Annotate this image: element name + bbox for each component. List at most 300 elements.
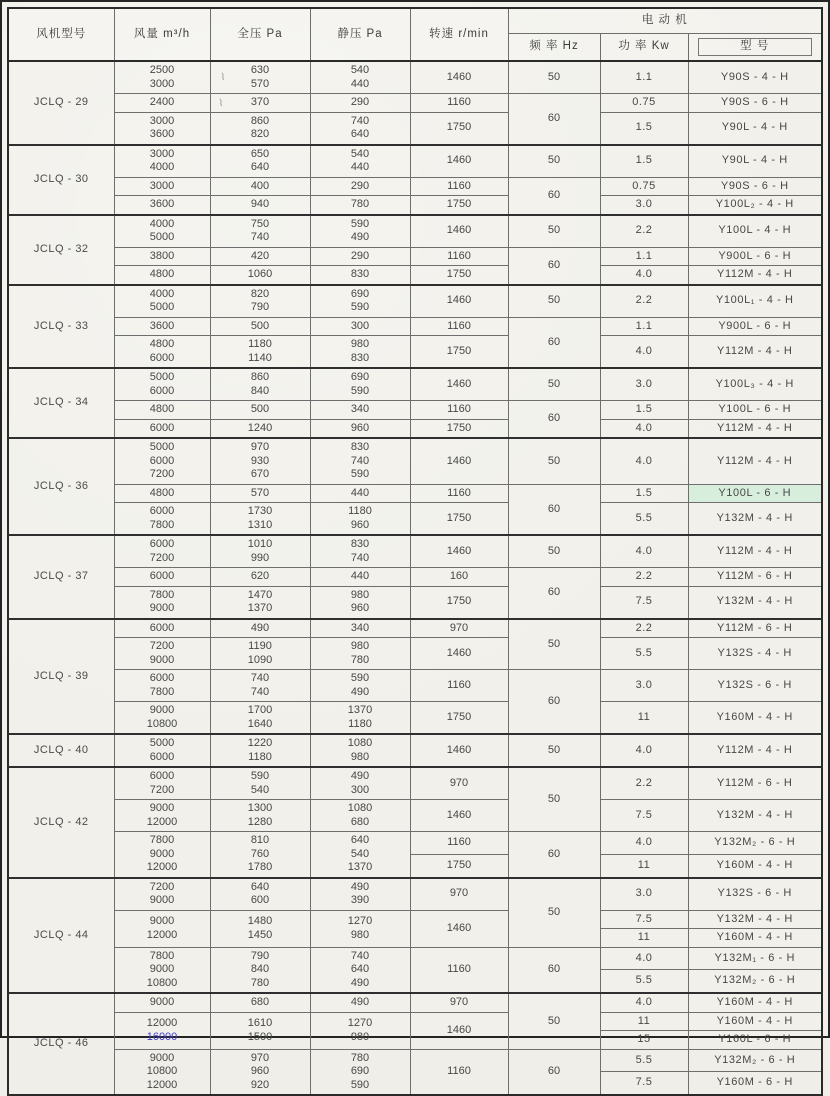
flow-cell: 9000 12000 [114,800,210,832]
motor-model-cell: Y100L - 6 - H [688,484,822,503]
power-cell: 1.5 [600,112,688,145]
flow-cell: 3000 3600 [114,112,210,145]
speed-cell: 1750 [410,336,508,369]
speed-cell: 1160 [410,177,508,196]
total-pressure-cell: 860 820 [210,112,310,145]
flow-cell: 9000 12000 [114,910,210,947]
power-cell: 5.5 [600,1049,688,1072]
motor-model-cell: Y160M - 4 - H [688,854,822,877]
motor-model-cell: Y100L - 4 - H [688,215,822,248]
speed-cell: 1750 [410,419,508,438]
total-pressure-cell: 750 740 [210,215,310,248]
total-pressure-cell: 500 [210,401,310,420]
table-row [8,619,822,638]
frequency-cell: 60 [508,832,600,878]
power-cell: 1.1 [600,317,688,336]
table-row [8,1012,822,1031]
total-pressure-cell: 1480 1450 [210,910,310,947]
power-cell: 11 [600,702,688,735]
frequency-cell: 50 [508,285,600,318]
flow-cell: 5000 6000 7200 [114,438,210,484]
flow-cell: 3600 [114,317,210,336]
frequency-cell: 60 [508,568,600,619]
power-cell: 1.5 [600,401,688,420]
speed-cell: 1460 [410,910,508,947]
power-cell: 2.2 [600,285,688,318]
speed-cell: 970 [410,619,508,638]
power-cell: 1.1 [600,61,688,94]
motor-model-cell: Y112M - 6 - H [688,767,822,800]
table-row [8,484,822,503]
motor-model-cell: Y112M - 4 - H [688,336,822,369]
frequency-cell: 60 [508,317,600,368]
static-pressure-cell: 290 [310,177,410,196]
spec-table-body [8,61,822,1095]
total-pressure-cell: 500 [210,317,310,336]
fan-model-cell: JCLQ - 37 [8,535,114,619]
header-flow: 风量 m³/h [114,8,210,61]
static-pressure-cell: 540 440 [310,61,410,94]
motor-model-cell: Y160M - 4 - H [688,993,822,1012]
motor-model-cell: Y160M - 4 - H [688,702,822,735]
speed-cell: 1750 [410,702,508,735]
speed-cell: 1160 [410,947,508,993]
total-pressure-cell: 1610 1500 [210,1012,310,1049]
table-row [8,568,822,587]
fan-model-cell: JCLQ - 36 [8,438,114,535]
table-row [8,800,822,832]
header-power: 功 率 Kw [600,34,688,62]
fan-spec-table [7,7,823,1096]
static-pressure-cell: 1080 980 [310,734,410,767]
motor-model-cell: Y100L₂ - 4 - H [688,196,822,215]
header-fan-model: 风机型号 [8,8,114,61]
power-cell: 4.0 [600,535,688,568]
frequency-cell: 60 [508,94,600,145]
static-pressure-cell: 340 [310,619,410,638]
static-pressure-cell: 690 590 [310,368,410,401]
static-pressure-cell: 540 440 [310,145,410,178]
total-pressure-cell: 630 570 [210,61,310,94]
motor-model-cell: Y112M - 6 - H [688,568,822,587]
power-cell: 11 [600,854,688,877]
motor-model-cell: Y90L - 4 - H [688,145,822,178]
motor-model-cell: Y132M₂ - 6 - H [688,1049,822,1072]
frequency-cell: 50 [508,734,600,767]
pencil-mark: ~ [211,96,230,109]
static-pressure-cell: 290 [310,247,410,266]
total-pressure-cell: 640 600 [210,878,310,911]
frequency-cell: 50 [508,368,600,401]
table-row [8,285,822,318]
motor-model-cell: Y90L - 4 - H [688,112,822,145]
motor-model-cell: Y160M - 4 - H [688,929,822,948]
speed-cell: 970 [410,878,508,911]
flow-cell: 7800 9000 [114,586,210,619]
total-pressure-cell: 820 790 [210,285,310,318]
power-cell: 15 [600,1031,688,1050]
frequency-cell: 50 [508,993,600,1049]
fan-model-cell: JCLQ - 40 [8,734,114,767]
table-row [8,1049,822,1072]
flow-cell: 4800 [114,266,210,285]
static-pressure-cell: 490 300 [310,767,410,800]
table-row [8,947,822,970]
table-row [8,112,822,145]
flow-cell: 4800 [114,484,210,503]
motor-model-cell: Y132M - 4 - H [688,910,822,929]
flow-cell: 2500 3000 [114,61,210,94]
speed-cell: 1460 [410,368,508,401]
motor-model-cell: Y112M - 4 - H [688,438,822,484]
speed-cell: 1460 [410,734,508,767]
speed-cell: 1160 [410,317,508,336]
table-row [8,734,822,767]
total-pressure-cell: 1300 1280 [210,800,310,832]
flow-cell: 6000 7200 [114,767,210,800]
flow-cell: 4800 6000 [114,336,210,369]
motor-model-cell: Y132S - 6 - H [688,670,822,702]
static-pressure-cell: 590 490 [310,215,410,248]
power-cell: 3.0 [600,878,688,911]
static-pressure-cell: 740 640 [310,112,410,145]
header-motor-group: 电 动 机 [508,8,822,34]
fan-model-cell: JCLQ - 46 [8,993,114,1095]
table-row [8,401,822,420]
frequency-cell: 50 [508,215,600,248]
speed-cell: 1460 [410,800,508,832]
table-row [8,503,822,536]
table-row [8,993,822,1012]
motor-model-cell: Y100L₁ - 4 - H [688,285,822,318]
total-pressure-cell: 1220 1180 [210,734,310,767]
flow-cell: 2400 [114,94,210,113]
speed-cell: 160 [410,568,508,587]
speed-cell: 1460 [410,215,508,248]
speed-cell: 1160 [410,1049,508,1095]
static-pressure-cell: 830 [310,266,410,285]
flow-cell: 7200 9000 [114,638,210,670]
frequency-cell: 60 [508,177,600,215]
motor-model-cell: Y112M - 4 - H [688,419,822,438]
static-pressure-cell: 980 830 [310,336,410,369]
speed-cell: 1160 [410,670,508,702]
flow-cell: 3600 [114,196,210,215]
motor-model-cell: Y132M - 4 - H [688,800,822,832]
motor-model-cell: Y112M - 4 - H [688,266,822,285]
motor-model-cell: Y900L - 6 - H [688,317,822,336]
speed-cell: 1750 [410,854,508,877]
power-cell: 7.5 [600,800,688,832]
table-row [8,215,822,248]
fan-model-cell: JCLQ - 33 [8,285,114,369]
static-pressure-cell: 780 [310,196,410,215]
flow-cell: 12000 16000 [114,1012,210,1049]
table-row [8,438,822,484]
table-row [8,145,822,178]
static-pressure-cell: 780 690 590 [310,1049,410,1095]
table-row [8,196,822,215]
power-cell: 3.0 [600,670,688,702]
table-row [8,419,822,438]
total-pressure-cell: 1700 1640 [210,702,310,735]
power-cell: 7.5 [600,910,688,929]
flow-cell: 6000 [114,619,210,638]
power-cell: 5.5 [600,638,688,670]
flow-cell: 7800 9000 10800 [114,947,210,993]
table-row [8,535,822,568]
total-pressure-cell: 940 [210,196,310,215]
fan-model-cell: JCLQ - 39 [8,619,114,735]
speed-cell: 1750 [410,196,508,215]
power-cell: 2.2 [600,767,688,800]
speed-cell: 1160 [410,94,508,113]
fan-model-cell: JCLQ - 44 [8,878,114,994]
speed-cell: 970 [410,767,508,800]
frequency-cell: 60 [508,1049,600,1095]
flow-cell: 9000 10800 [114,702,210,735]
total-pressure-cell: 590 540 [210,767,310,800]
power-cell: 2.2 [600,215,688,248]
speed-cell: 1750 [410,266,508,285]
motor-model-cell: Y132M - 4 - H [688,503,822,536]
static-pressure-cell: 1370 1180 [310,702,410,735]
table-row [8,638,822,670]
static-pressure-cell: 980 960 [310,586,410,619]
pencil-mark: ~ [213,70,232,83]
static-pressure-cell: 690 590 [310,285,410,318]
total-pressure-cell: 490 [210,619,310,638]
total-pressure-cell: 1060 [210,266,310,285]
motor-model-cell: Y132M₂ - 6 - H [688,970,822,993]
speed-cell: 1750 [410,586,508,619]
static-pressure-cell: 740 640 490 [310,947,410,993]
motor-model-cell: Y132M₂ - 6 - H [688,832,822,855]
header-speed: 转速 r/min [410,8,508,61]
motor-model-cell: Y90S - 6 - H [688,177,822,196]
table-header [8,8,822,61]
fan-model-cell: JCLQ - 32 [8,215,114,285]
total-pressure-cell: 370 [210,94,310,113]
total-pressure-cell: 620 [210,568,310,587]
fan-model-cell: JCLQ - 42 [8,767,114,878]
table-row [8,702,822,735]
motor-model-cell: Y90S - 4 - H [688,61,822,94]
speed-cell: 1160 [410,832,508,855]
power-cell: 2.2 [600,568,688,587]
total-pressure-cell: 970 960 920 [210,1049,310,1095]
table-row [8,767,822,800]
flow-cell: 7200 9000 [114,878,210,911]
power-cell: 4.0 [600,832,688,855]
frequency-cell: 60 [508,947,600,993]
power-cell: 4.0 [600,336,688,369]
motor-model-cell: Y100L₃ - 4 - H [688,368,822,401]
power-cell: 11 [600,929,688,948]
table-row [8,61,822,94]
table-row [8,670,822,702]
total-pressure-cell: 570 [210,484,310,503]
fan-model-cell: JCLQ - 30 [8,145,114,215]
flow-cell: 6000 [114,419,210,438]
motor-model-cell: Y112M - 4 - H [688,734,822,767]
power-cell: 2.2 [600,619,688,638]
motor-model-cell: Y132M₁ - 6 - H [688,947,822,970]
flow-cell: 3000 [114,177,210,196]
static-pressure-cell: 300 [310,317,410,336]
speed-cell: 1160 [410,484,508,503]
total-pressure-cell: 810 760 1780 [210,832,310,878]
static-pressure-cell: 1270 980 [310,910,410,947]
power-cell: 0.75 [600,177,688,196]
total-pressure-cell: 1180 1140 [210,336,310,369]
speed-cell: 1460 [410,638,508,670]
total-pressure-cell: 1730 1310 [210,503,310,536]
power-cell: 4.0 [600,419,688,438]
motor-model-cell: Y100L - 6 - H [688,401,822,420]
motor-model-cell: Y900L - 6 - H [688,247,822,266]
power-cell: 1.5 [600,484,688,503]
table-row [8,586,822,619]
flow-cell: 6000 [114,568,210,587]
frequency-cell: 60 [508,670,600,735]
speed-cell: 1460 [410,535,508,568]
header-motor-model [688,34,822,62]
power-cell: 1.1 [600,247,688,266]
flow-cell: 4800 [114,401,210,420]
speed-cell: 1460 [410,145,508,178]
header-frequency: 频 率 Hz [508,34,600,62]
speed-cell: 1750 [410,503,508,536]
frequency-cell: 50 [508,438,600,484]
flow-cell: 9000 10800 12000 [114,1049,210,1095]
flow-cell: 6000 7800 [114,670,210,702]
speed-cell: 1460 [410,285,508,318]
power-cell: 4.0 [600,993,688,1012]
frequency-cell: 60 [508,401,600,439]
speed-cell: 1750 [410,112,508,145]
total-pressure-cell: 650 640 [210,145,310,178]
power-cell: 4.0 [600,438,688,484]
table-row [8,910,822,929]
table-row [8,368,822,401]
static-pressure-cell: 830 740 [310,535,410,568]
header-static-pressure: 静压 Pa [310,8,410,61]
flow-cell: 5000 6000 [114,368,210,401]
power-cell: 5.5 [600,503,688,536]
power-cell: 3.0 [600,368,688,401]
fan-model-cell: JCLQ - 29 [8,61,114,145]
static-pressure-cell: 1180 960 [310,503,410,536]
power-cell: 7.5 [600,586,688,619]
motor-model-cell: Y160L - 6 - H [688,1031,822,1050]
speed-cell: 1460 [410,1012,508,1049]
flow-cell: 9000 [114,993,210,1012]
static-pressure-cell: 640 540 1370 [310,832,410,878]
flow-cell: 7800 9000 12000 [114,832,210,878]
motor-model-cell: Y112M - 4 - H [688,535,822,568]
static-pressure-cell: 340 [310,401,410,420]
speed-cell: 1460 [410,61,508,94]
power-cell: 1.5 [600,145,688,178]
static-pressure-cell: 960 [310,419,410,438]
flow-cell: 6000 7200 [114,535,210,568]
power-cell: 4.0 [600,266,688,285]
flow-cell: 3800 [114,247,210,266]
table-row [8,247,822,266]
frequency-cell: 50 [508,619,600,670]
total-pressure-cell: 1010 990 [210,535,310,568]
frequency-cell: 50 [508,535,600,568]
total-pressure-cell: 1190 1090 [210,638,310,670]
static-pressure-cell: 830 740 590 [310,438,410,484]
static-pressure-cell: 290 [310,94,410,113]
speed-cell: 1160 [410,247,508,266]
frequency-cell: 50 [508,61,600,94]
static-pressure-cell: 440 [310,568,410,587]
speed-cell: 970 [410,993,508,1012]
speed-cell: 1460 [410,438,508,484]
total-pressure-cell: 860 840 [210,368,310,401]
motor-model-cell: Y160M - 6 - H [688,1072,822,1095]
flow-cell: 4000 5000 [114,215,210,248]
header-total-pressure: 全压 Pa [210,8,310,61]
table-row [8,177,822,196]
power-cell: 5.5 [600,970,688,993]
table-row [8,878,822,911]
power-cell: 7.5 [600,1072,688,1095]
static-pressure-cell: 440 [310,484,410,503]
static-pressure-cell: 590 490 [310,670,410,702]
total-pressure-cell: 740 740 [210,670,310,702]
flow-cell: 6000 7800 [114,503,210,536]
static-pressure-cell: 490 [310,993,410,1012]
table-row [8,336,822,369]
total-pressure-cell: 420 [210,247,310,266]
speed-cell: 1160 [410,401,508,420]
motor-model-cell: Y132M - 4 - H [688,586,822,619]
flow-cell: 5000 6000 [114,734,210,767]
flow-cell: 3000 4000 [114,145,210,178]
total-pressure-cell: 400 [210,177,310,196]
total-pressure-cell: 680 [210,993,310,1012]
static-pressure-cell: 1270 980 [310,1012,410,1049]
static-pressure-cell: 1080 680 [310,800,410,832]
flow-cell: 4000 5000 [114,285,210,318]
motor-model-cell: Y132S - 4 - H [688,638,822,670]
table-row [8,266,822,285]
total-pressure-cell: 1240 [210,419,310,438]
motor-model-cell: Y112M - 6 - H [688,619,822,638]
frequency-cell: 50 [508,145,600,178]
total-pressure-cell: 790 840 780 [210,947,310,993]
total-pressure-cell: 1470 1370 [210,586,310,619]
table-row [8,94,822,113]
motor-model-cell: Y132S - 6 - H [688,878,822,911]
motor-model-cell: Y160M - 4 - H [688,1012,822,1031]
power-cell: 4.0 [600,947,688,970]
frequency-cell: 50 [508,878,600,948]
motor-model-cell: Y90S - 6 - H [688,94,822,113]
power-cell: 3.0 [600,196,688,215]
power-cell: 11 [600,1012,688,1031]
power-cell: 0.75 [600,94,688,113]
table-row [8,832,822,855]
static-pressure-cell: 490 390 [310,878,410,911]
frequency-cell: 60 [508,484,600,535]
frequency-cell: 50 [508,767,600,832]
header-motor-model-box: 型 号 [698,38,813,56]
